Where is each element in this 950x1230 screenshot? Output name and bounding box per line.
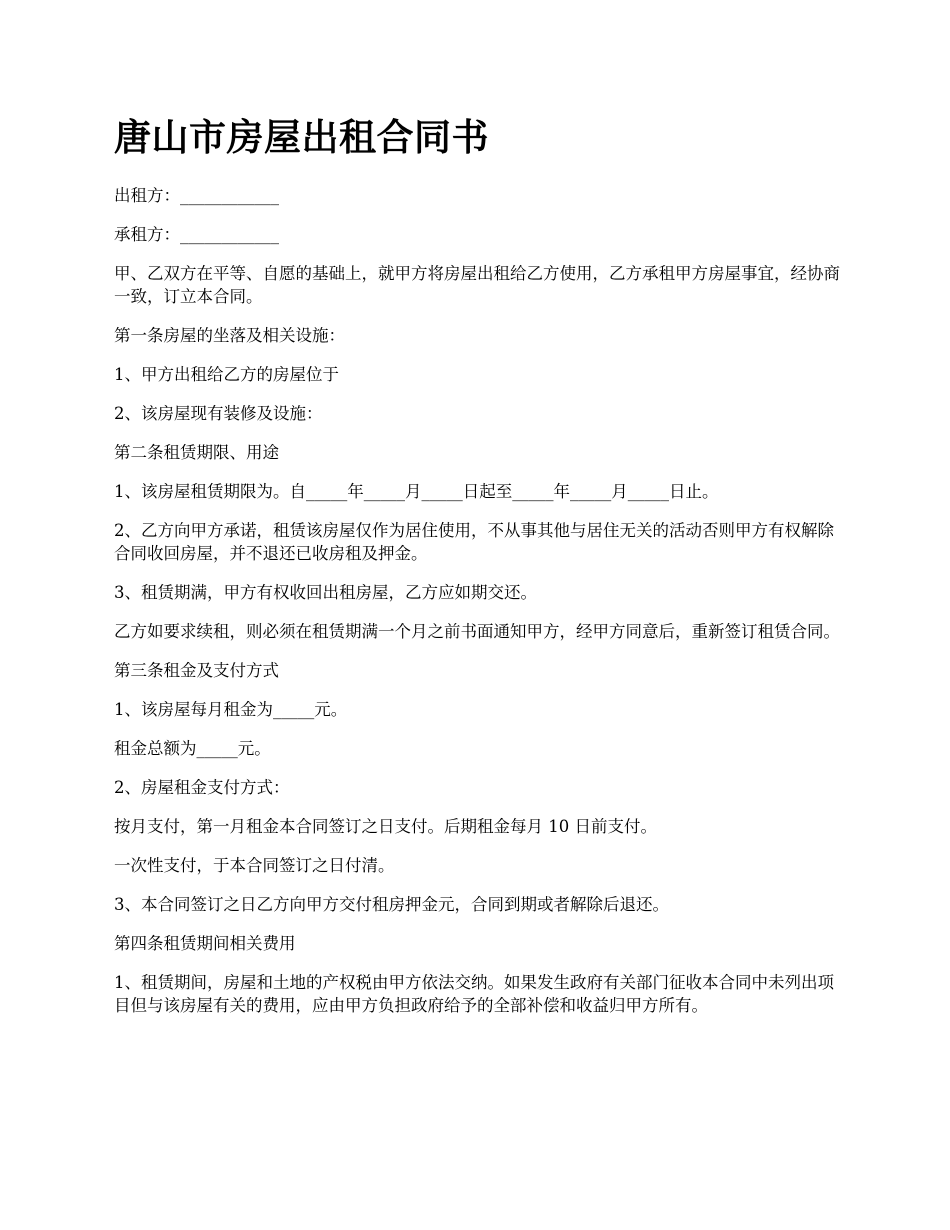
article-1-item-2: 2、该房屋现有装修及设施： [114, 404, 323, 423]
article-2-item-1: 1、该房屋租赁期限为。自_____年_____月_____日起至_____年_____月_____日止。 [114, 482, 719, 501]
article-4-item-1: 1、租赁期间，房屋和土地的产权税由甲方依法交纳。如果发生政府有关部门征收本合同中未列出项目但与该房屋有关的费用，应由甲方负担政府给予的全部补偿和收益归甲方所有。 [114, 973, 834, 1015]
rent-total-line: 租金总额为_____元。 [114, 739, 271, 758]
lessor-line: 出租方：____________ [114, 186, 279, 205]
lessee-line: 承租方：____________ [114, 225, 279, 244]
article-3-item-3: 3、本合同签订之日乙方向甲方交付租房押金元，合同到期或者解除后退还。 [114, 895, 669, 914]
article-2-heading: 第二条租赁期限、用途 [114, 443, 279, 462]
article-2-item-2: 2、乙方向甲方承诺，租赁该房屋仅作为居住使用，不从事其他与居住无关的活动否则甲方有权解除合同收回房屋，并不退还已收房租及押金。 [114, 521, 834, 563]
contract-page [114, 110, 844, 1033]
article-3-item-1: 1、该房屋每月租金为_____元。 [114, 700, 348, 719]
article-1-item-1: 1、甲方出租给乙方的房屋位于 [114, 365, 339, 384]
lump-sum-payment-option: 一次性支付，于本合同签订之日付清。 [114, 856, 395, 875]
preamble-paragraph: 甲、乙双方在平等、自愿的基础上，就甲方将房屋出租给乙方使用，乙方承租甲方房屋事宜，经协商一致，订立本合同。 [114, 264, 840, 306]
renewal-paragraph: 乙方如要求续租，则必须在租赁期满一个月之前书面通知甲方，经甲方同意后，重新签订租赁合同。 [114, 622, 840, 641]
monthly-payment-option: 按月支付，第一月租金本合同签订之日支付。后期租金每月 10 日前支付。 [114, 817, 657, 836]
article-3-item-2: 2、房屋租金支付方式： [114, 778, 290, 797]
article-1-heading: 第一条房屋的坐落及相关设施： [114, 326, 345, 345]
article-3-heading: 第三条租金及支付方式 [114, 661, 279, 680]
article-2-item-3: 3、租赁期满，甲方有权收回出租房屋，乙方应如期交还。 [114, 583, 537, 602]
article-4-heading: 第四条租赁期间相关费用 [114, 934, 296, 953]
document-title: 唐山市房屋出租合同书 [114, 115, 489, 159]
